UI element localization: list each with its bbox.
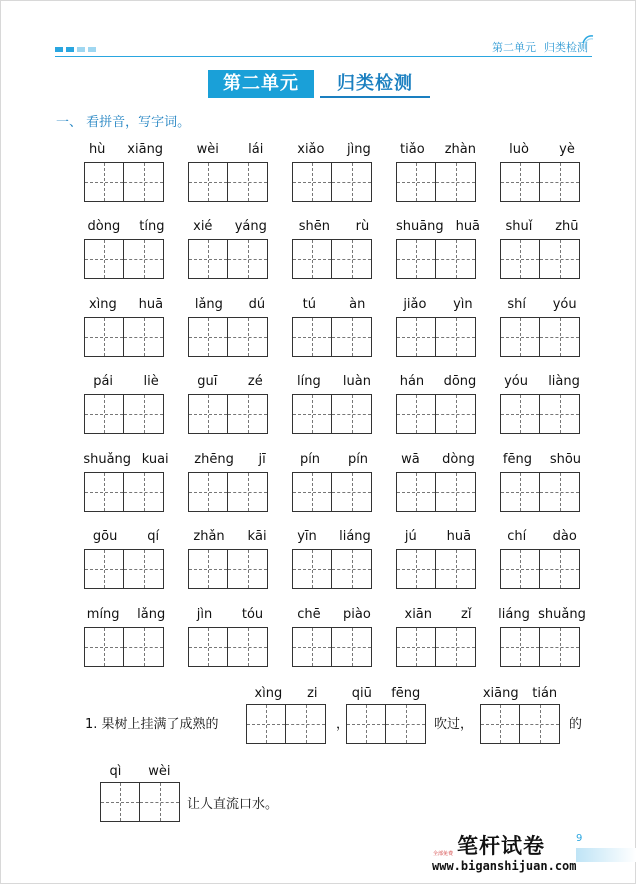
tian-grid-box[interactable] [124, 549, 164, 589]
pinyin [476, 686, 564, 702]
pinyin [78, 374, 174, 390]
pinyin-syllable: tiǎo [400, 142, 425, 157]
word-item [188, 607, 272, 679]
tian-grid-box[interactable] [228, 317, 268, 357]
pinyin-syllable: lǎng [194, 297, 223, 312]
pinyin-syllable: xiāng [482, 686, 519, 701]
tian-grid-box[interactable] [396, 627, 436, 667]
word-item [84, 219, 168, 291]
pinyin-syllable: yóu [552, 297, 577, 312]
word-item [500, 529, 584, 601]
tian-grid-box[interactable] [124, 239, 164, 279]
page-number: 9 [576, 833, 583, 844]
pinyin-syllable: dōng [443, 374, 477, 389]
pinyin-syllable: jiǎo [403, 297, 427, 312]
tian-grid-box[interactable] [124, 472, 164, 512]
tian-grid-box[interactable] [332, 317, 372, 357]
pinyin [286, 219, 382, 235]
tian-grid-box[interactable] [480, 704, 520, 744]
swoosh-icon [582, 34, 594, 44]
pinyin-syllable: jìn [196, 607, 213, 622]
pinyin-syllable: guī [197, 374, 218, 389]
pinyin [494, 142, 590, 158]
pinyin-syllable: huā [446, 529, 472, 544]
pinyin-syllable: xìng [254, 686, 283, 701]
tian-grid-box[interactable] [286, 704, 326, 744]
tian-grid-box[interactable] [228, 549, 268, 589]
pinyin-syllable: shōu [549, 452, 582, 467]
tian-grid-box[interactable] [292, 627, 332, 667]
pinyin [286, 142, 382, 158]
tian-grid-box[interactable] [292, 162, 332, 202]
tian-grid-box[interactable] [228, 162, 268, 202]
pinyin-syllable: shuǎng [83, 452, 132, 467]
pinyin [286, 374, 382, 390]
tian-grid-box[interactable] [124, 317, 164, 357]
tian-grid-box[interactable] [540, 627, 580, 667]
tian-grid-box[interactable] [540, 162, 580, 202]
tian-grid-box[interactable] [500, 239, 540, 279]
tian-grid-box[interactable] [500, 627, 540, 667]
tian-grid-box[interactable] [520, 704, 560, 744]
pinyin-syllable: jú [404, 529, 417, 544]
tian-grid-box[interactable] [140, 782, 180, 822]
pinyin-syllable: zhū [555, 219, 579, 234]
pinyin-syllable: lái [248, 142, 264, 157]
pinyin [390, 607, 486, 623]
pinyin-syllable: kāi [247, 529, 267, 544]
pinyin-syllable: zǐ [461, 607, 472, 622]
pinyin [286, 452, 382, 468]
tian-grid-box[interactable] [386, 704, 426, 744]
pinyin-syllable: qí [147, 529, 160, 544]
word-item [292, 452, 376, 524]
tian-grid-box[interactable] [84, 472, 124, 512]
pinyin [182, 529, 278, 545]
word-item [500, 297, 584, 369]
pinyin-syllable: liàng [548, 374, 580, 389]
pinyin-syllable: pín [347, 452, 369, 467]
question-de: 的 [569, 717, 583, 732]
pinyin-syllable: qì [109, 764, 122, 779]
tian-grid-box[interactable] [436, 472, 476, 512]
word-item [396, 607, 480, 679]
pinyin [182, 452, 278, 468]
pinyin [286, 297, 382, 313]
pinyin [494, 219, 590, 235]
pinyin-syllable: dú [248, 297, 266, 312]
word-item [188, 374, 272, 446]
tian-grid-box[interactable] [124, 162, 164, 202]
question-prefix: 1. 果树上挂满了成熟的 [85, 717, 219, 732]
tian-grid-box[interactable] [228, 472, 268, 512]
word-item [500, 142, 584, 214]
tian-grid-box[interactable] [396, 549, 436, 589]
tian-grid-box[interactable] [188, 162, 228, 202]
word-item [84, 142, 168, 214]
pinyin-syllable: jī [258, 452, 266, 467]
pinyin-syllable: tú [302, 297, 316, 312]
pinyin-syllable: shuāng [395, 219, 444, 234]
pinyin-syllable: tián [532, 686, 558, 701]
word-item [84, 452, 168, 524]
tian-grid-box[interactable] [436, 627, 476, 667]
pinyin-syllable: piào [343, 607, 371, 622]
header-topic: 归类检测 [544, 41, 588, 54]
pinyin-syllable: rù [355, 219, 370, 234]
word-item [396, 297, 480, 369]
tian-grid-box[interactable] [332, 162, 372, 202]
logo-url: www.biganshijuan.com [432, 859, 577, 873]
word-item [396, 529, 480, 601]
tian-grid-box[interactable] [396, 317, 436, 357]
pinyin-syllable: lǎng [137, 607, 166, 622]
word-item [292, 607, 376, 679]
pinyin-syllable: dòng [87, 219, 121, 234]
header-unit: 第二单元 [492, 41, 536, 54]
header-rule [55, 56, 592, 57]
pinyin-syllable: chē [297, 607, 321, 622]
pinyin-syllable: xìng [88, 297, 117, 312]
pinyin-syllable: zé [247, 374, 263, 389]
tian-grid-box[interactable] [84, 549, 124, 589]
pinyin [286, 529, 382, 545]
pinyin-syllable: yīn [297, 529, 317, 544]
tian-grid-box[interactable] [332, 394, 372, 434]
pinyin-syllable: yóu [504, 374, 528, 389]
tian-grid-box[interactable] [100, 782, 140, 822]
tian-grid-box[interactable] [124, 394, 164, 434]
tian-grid-box[interactable] [228, 239, 268, 279]
tian-grid-box[interactable] [228, 394, 268, 434]
pinyin [182, 374, 278, 390]
pinyin-syllable: wèi [196, 142, 219, 157]
pinyin [182, 297, 278, 313]
tian-grid-box[interactable] [540, 317, 580, 357]
pinyin [78, 452, 174, 468]
pinyin-syllable: míng [86, 607, 120, 622]
pinyin-syllable: huā [138, 297, 164, 312]
tian-grid-box[interactable] [188, 472, 228, 512]
pinyin-syllable: fēng [391, 686, 421, 701]
pinyin [390, 297, 486, 313]
tian-grid-box[interactable] [332, 549, 372, 589]
pinyin-syllable: hù [88, 142, 106, 157]
logo-text: 笔杆试卷 [457, 833, 545, 858]
header-decoration [55, 47, 96, 52]
tian-grid-box[interactable] [332, 239, 372, 279]
pinyin-syllable: xiān [404, 607, 433, 622]
tian-grid-box[interactable] [540, 472, 580, 512]
pinyin-syllable: xiǎo [297, 142, 325, 157]
pinyin [390, 142, 486, 158]
pinyin-syllable: zhēng [194, 452, 234, 467]
tian-grid-box[interactable] [540, 239, 580, 279]
word-item [500, 607, 584, 679]
tian-grid-box[interactable] [124, 627, 164, 667]
word-item [292, 297, 376, 369]
tian-grid-box[interactable] [292, 472, 332, 512]
pinyin-syllable: yè [559, 142, 575, 157]
pinyin [96, 764, 184, 780]
pinyin-syllable: liáng [339, 529, 371, 544]
pinyin [494, 607, 590, 623]
pinyin-syllable: zhǎn [193, 529, 225, 544]
pinyin [390, 219, 486, 235]
word-item [84, 374, 168, 446]
pinyin-syllable: pái [93, 374, 114, 389]
tian-grid-box[interactable] [500, 394, 540, 434]
pinyin [390, 374, 486, 390]
pinyin [182, 142, 278, 158]
word-item [188, 452, 272, 524]
pinyin-syllable: shí [507, 297, 526, 312]
tian-grid-box[interactable] [436, 239, 476, 279]
word-item [396, 219, 480, 291]
pinyin-syllable: shuǎng [538, 607, 586, 622]
tian-grid-box[interactable] [500, 472, 540, 512]
tian-grid-box[interactable] [500, 317, 540, 357]
pinyin [494, 529, 590, 545]
word-item [84, 607, 168, 679]
footer-bar [576, 848, 636, 862]
tian-grid-box[interactable] [500, 549, 540, 589]
pinyin [494, 452, 590, 468]
pinyin-syllable: wèi [148, 764, 171, 779]
pinyin-syllable: chí [507, 529, 527, 544]
pinyin-syllable: kuai [141, 452, 169, 467]
word-item [500, 374, 584, 446]
tian-grid-box[interactable] [436, 162, 476, 202]
pinyin [78, 297, 174, 313]
pinyin [494, 374, 590, 390]
tian-grid-box[interactable] [188, 394, 228, 434]
pinyin-syllable: xiāng [127, 142, 164, 157]
tian-grid-box[interactable] [84, 627, 124, 667]
pinyin-syllable: dào [552, 529, 577, 544]
section-heading: 一、 看拼音，写字词。 [56, 115, 191, 130]
pinyin-syllable: fēng [502, 452, 532, 467]
pinyin-syllable: luàn [342, 374, 371, 389]
tian-grid-box[interactable] [436, 549, 476, 589]
tian-grid-box[interactable] [436, 394, 476, 434]
pinyin-syllable: xié [193, 219, 213, 234]
pinyin-syllable: liè [143, 374, 159, 389]
pinyin-syllable: liáng [498, 607, 530, 622]
title-unit: 第二单元 [208, 70, 314, 98]
pinyin-syllable: shēn [298, 219, 331, 234]
title-topic: 归类检测 [320, 70, 430, 98]
word-item [396, 374, 480, 446]
pinyin-syllable: gōu [92, 529, 118, 544]
tian-grid-box[interactable] [396, 162, 436, 202]
tian-grid-box[interactable] [346, 704, 386, 744]
word-item [292, 529, 376, 601]
word-item [292, 374, 376, 446]
word-item [188, 219, 272, 291]
tian-grid-box[interactable] [396, 472, 436, 512]
word-item [292, 142, 376, 214]
tian-grid-box[interactable] [332, 627, 372, 667]
tian-grid-box[interactable] [188, 627, 228, 667]
tian-grid-box[interactable] [84, 162, 124, 202]
word-item [396, 452, 480, 524]
word-item [396, 142, 480, 214]
pinyin [78, 607, 174, 623]
pinyin [182, 607, 278, 623]
pinyin-syllable: wā [401, 452, 420, 467]
pinyin [390, 529, 486, 545]
pinyin [342, 686, 430, 702]
pinyin-syllable: dòng [442, 452, 475, 467]
pinyin-syllable: tíng [139, 219, 165, 234]
word-item [84, 297, 168, 369]
word-item [84, 529, 168, 601]
pinyin [242, 686, 330, 702]
pinyin-syllable: huā [455, 219, 481, 234]
tian-grid-box[interactable] [228, 627, 268, 667]
question-suffix: 让人直流口水。 [187, 797, 279, 812]
tian-grid-box[interactable] [246, 704, 286, 744]
word-item [292, 219, 376, 291]
pinyin-syllable: zi [307, 686, 318, 701]
pinyin [78, 529, 174, 545]
pinyin-syllable: qiū [351, 686, 372, 701]
pinyin-syllable: tóu [241, 607, 264, 622]
tian-grid-box[interactable] [84, 394, 124, 434]
tian-grid-box[interactable] [292, 239, 332, 279]
tian-grid-box[interactable] [84, 239, 124, 279]
logo-tagline: 全部免费 [433, 851, 454, 857]
question-mid: 吹过， [434, 717, 474, 732]
pinyin-syllable: jìng [347, 142, 371, 157]
pinyin-syllable: shuǐ [505, 219, 533, 234]
tian-grid-box[interactable] [188, 239, 228, 279]
word-item [500, 452, 584, 524]
tian-grid-box[interactable] [292, 317, 332, 357]
tian-grid-box[interactable] [540, 549, 580, 589]
pinyin-syllable: àn [349, 297, 366, 312]
pinyin [494, 297, 590, 313]
pinyin-syllable: líng [297, 374, 321, 389]
tian-grid-box[interactable] [84, 317, 124, 357]
word-item [188, 142, 272, 214]
tian-grid-box[interactable] [188, 317, 228, 357]
pinyin-syllable: zhàn [444, 142, 476, 157]
question-comma: ， [336, 717, 350, 732]
pinyin [78, 219, 174, 235]
pinyin-syllable: luò [509, 142, 529, 157]
pinyin [78, 142, 174, 158]
pinyin-syllable: yáng [234, 219, 267, 234]
pinyin [390, 452, 486, 468]
tian-grid-box[interactable] [436, 317, 476, 357]
tian-grid-box[interactable] [540, 394, 580, 434]
tian-grid-box[interactable] [396, 394, 436, 434]
pinyin [182, 219, 278, 235]
tian-grid-box[interactable] [500, 162, 540, 202]
word-item [188, 297, 272, 369]
tian-grid-box[interactable] [292, 394, 332, 434]
tian-grid-box[interactable] [188, 549, 228, 589]
pinyin-syllable: hán [399, 374, 425, 389]
header-title [492, 39, 588, 55]
pinyin-syllable: pín [299, 452, 321, 467]
pinyin-syllable: yìn [453, 297, 473, 312]
pinyin [286, 607, 382, 623]
tian-grid-box[interactable] [332, 472, 372, 512]
word-item [188, 529, 272, 601]
tian-grid-box[interactable] [292, 549, 332, 589]
tian-grid-box[interactable] [396, 239, 436, 279]
word-item [500, 219, 584, 291]
